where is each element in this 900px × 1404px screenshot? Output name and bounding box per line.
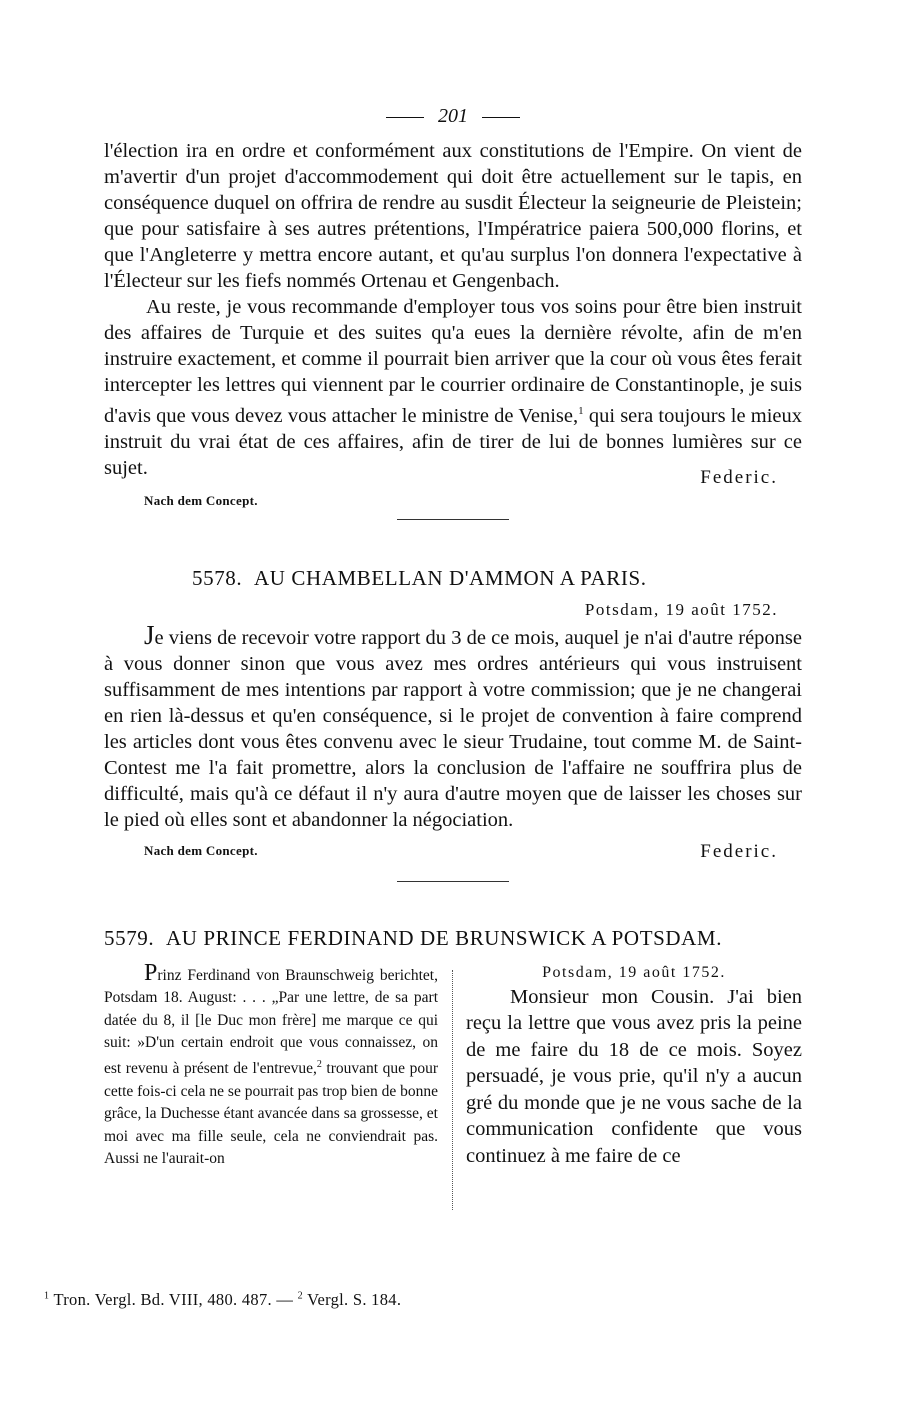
letter-heading bbox=[104, 566, 802, 594]
letter-continuation-paragraph: l'élection ira en ordre et conformément aux constitutions de l'Empire. On vient de m'avertir d'un projet d'accommodement qui doit être actuellement sur le tapis, en conséquence duquel on offrira de rendre au susdit Électeur la seigneurie de Pleistein; que pour satisfaire à ses autres prétentions, l'Impératrice paiera 500,000 florins, et que l'Angleterre y mettra encore autant, et qu'au surplus l'on donnera l'expectative à l'Électeur sur les fiefs nommés Ortenau et Gengenbach. bbox=[104, 140, 802, 292]
signature: Federic. bbox=[700, 840, 778, 862]
signature: Federic. bbox=[700, 466, 778, 488]
footnote-marker: 2 bbox=[297, 1290, 303, 1302]
report-excerpt-column bbox=[104, 959, 438, 1171]
paragraph-text: qui sera toujours le mieux instruit du vrai état de ces affaires, afin de tirer de lui de bonnes lumières sur ce sujet. bbox=[104, 404, 802, 479]
drop-cap: P bbox=[144, 959, 158, 986]
letter-paragraph-turkey bbox=[104, 294, 802, 481]
letter-heading bbox=[104, 926, 802, 954]
header-dash-left bbox=[386, 117, 424, 118]
paragraph-text: e viens de recevoir votre rapport du 3 de ce mois, auquel je n'ai d'autre réponse à vous donner sinon que vous avez mes ordres antérieurs qui vous instruisent suffisamment de mes intentions par rapport à votre commission; que je ne changerai en rien là-dessus et qu'en conséquence, si le projet de convention à faire comprend les articles dont vous êtes convenu avec le sieur Trudaine, tout comme M. de Saint-Contest me l'a fait promettre, alors la conclusion de l'affaire ne souffrira plus de difficulté, mais qu'à ce défaut il n'y aura d'autre moyen que de laisser les choses sur le pied où elles sont et abandonner la négociation. bbox=[104, 626, 802, 831]
page-number: 201 bbox=[438, 105, 468, 127]
reply-text: Monsieur mon Cousin. J'ai bien reçu la lettre que vous avez pris la peine de me faire du 18 de ce mois. Soyez persuadé, je vous prie, qu'il n'y a aucun gré du monde que je ne vous sache de la communication confidente que vous continuez à me faire de ce bbox=[466, 985, 802, 1167]
footnote-marker: 1 bbox=[578, 405, 584, 417]
footnote-text: Tron. Vergl. Bd. VIII, 480. 487. bbox=[53, 1290, 272, 1309]
footnote-marker: 1 bbox=[44, 1290, 50, 1302]
dateline: Potsdam, 19 août 1752. bbox=[542, 963, 726, 981]
drop-cap: J bbox=[144, 619, 155, 650]
letter-title: AU PRINCE FERDINAND DE BRUNSWICK A POTSDAM. bbox=[165, 925, 723, 950]
column-text: trouvant que pour cette fois-ci cela ne se pourrait pas trop bien de bonne grâce, la Duchesse étant avancée dans sa grossesse, et moi avec ma fille seule, cela ne conviendrait pas. Aussi ne l'aurait-on bbox=[104, 1060, 438, 1168]
signature-row bbox=[104, 465, 802, 491]
dateline: Potsdam, 19 août 1752. bbox=[584, 599, 778, 619]
page-header bbox=[104, 100, 802, 132]
letter-number: 5579. bbox=[104, 925, 155, 950]
signature-row bbox=[104, 835, 802, 865]
source-row bbox=[104, 491, 802, 513]
letter-title: AU CHAMBELLAN D'AMMON A PARIS. bbox=[253, 565, 647, 590]
letter-number: 5578. bbox=[192, 565, 243, 590]
footnote-marker: 2 bbox=[316, 1059, 322, 1071]
column-text: rinz Ferdinand von Braunschweig berichtet, Potsdam 18. August: . . . „Par une lettre, de sa part datée du 8, il [le Duc mon frère] me marque ce qui suit: »D'un certain endroit que vous connaissez, on est revenu à présent de l'entrevue, bbox=[104, 966, 438, 1078]
header-dash-right bbox=[482, 117, 520, 118]
footnotes bbox=[44, 1290, 401, 1310]
source-note: Nach dem Concept. bbox=[144, 842, 258, 858]
reply-column bbox=[466, 962, 802, 1170]
letter-body bbox=[104, 619, 802, 833]
footnote-text: Vergl. S. 184. bbox=[307, 1290, 402, 1309]
document-page bbox=[104, 100, 802, 1210]
column-divider bbox=[452, 970, 453, 1210]
two-column-section bbox=[104, 959, 802, 1210]
source-note: Nach dem Concept. bbox=[144, 492, 258, 508]
paragraph-text: Au reste, je vous recommande d'employer tous vos soins pour être bien instruit des affaires de Turquie et des suites qu'a eues la dernière révolte, afin de m'en instruire exactement, et comme il pourrait bien arriver que la cour où vous êtes ferait intercepter les lettres qui viennent par le courrier ordinaire de Constantinople, je suis d'avis que vous devez vous attacher le ministre de Venise, bbox=[104, 296, 802, 427]
footnote-separator: — bbox=[276, 1290, 294, 1309]
